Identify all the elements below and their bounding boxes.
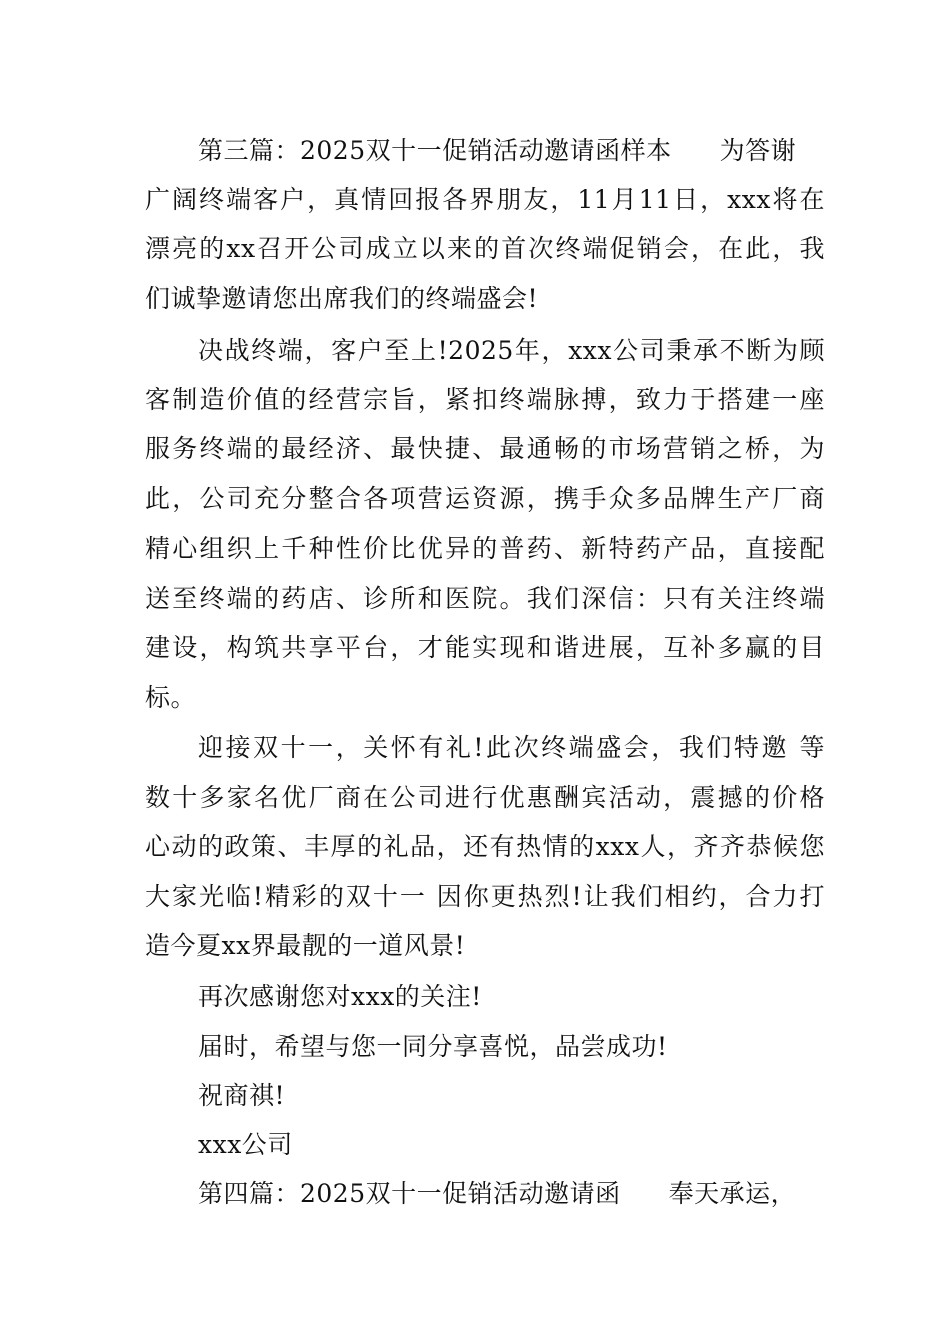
paragraph-line: 精心组织上千种性价比优异的普药、新特药产品，直接配 <box>145 534 825 563</box>
paragraph-line: 建设，构筑共享平台，才能实现和谐进展，互补多赢的目 <box>145 633 825 662</box>
paragraph-line: 大家光临!精彩的双十一 因你更热烈!让我们相约，合力打 <box>145 882 825 911</box>
paragraph-line: 客制造价值的经营宗旨，紧扣终端脉搏，致力于搭建一座 <box>145 385 825 414</box>
paragraph-line: 标。 <box>145 683 197 712</box>
section4-title: 第四篇：2025双十一促销活动邀请函 <box>198 1179 621 1208</box>
paragraph-line: 数十多家名优厂商在公司进行优惠酬宾活动，震撼的价格 <box>145 783 825 812</box>
paragraph-line: 迎接双十一，关怀有礼!此次终端盛会，我们特邀 等 <box>198 733 825 762</box>
paragraph-line: 们诚挚邀请您出席我们的终端盛会! <box>145 284 539 313</box>
hope-line: 届时，希望与您一同分享喜悦，品尝成功! <box>198 1032 668 1061</box>
paragraph-line: 此，公司充分整合各项营运资源，携手众多品牌生产厂商 <box>145 484 825 513</box>
section3-title: 第三篇：2025双十一促销活动邀请函样本 <box>198 136 672 165</box>
paragraph-line: 造今夏xx界最靓的一道风景! <box>145 931 466 960</box>
wish-line: 祝商祺! <box>198 1081 286 1110</box>
section4-heading-line <box>198 1169 825 1219</box>
paragraph-line: 漂亮的xx召开公司成立以来的首次终端促销会，在此，我 <box>145 234 825 263</box>
paragraph-line: 心动的政策、丰厚的礼品，还有热情的xxx人，齐齐恭候您 <box>145 832 825 861</box>
paragraph-line: 决战终端，客户至上!2025年，xxx公司秉承不断为顾 <box>198 336 825 365</box>
thanks-line: 再次感谢您对xxx的关注! <box>198 982 482 1011</box>
section3-heading-line <box>198 126 825 176</box>
paragraph-line: 送至终端的药店、诊所和医院。我们深信：只有关注终端 <box>145 584 825 613</box>
paragraph-line: 服务终端的最经济、最快捷、最通畅的市场营销之桥，为 <box>145 434 825 463</box>
paragraph-line: 广阔终端客户，真情回报各界朋友，11月11日，xxx将在 <box>145 185 825 214</box>
section4-intro-start: 奉天承运， <box>668 1179 797 1208</box>
section3-intro-start: 为答谢 <box>719 136 797 165</box>
signature: xxx公司 <box>198 1130 293 1159</box>
